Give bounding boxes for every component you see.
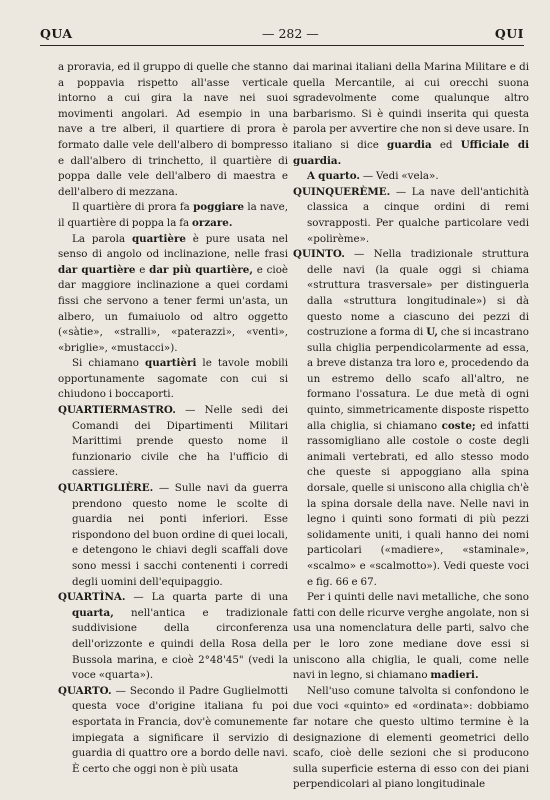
- entry-term: QUINQUERÈME.: [293, 185, 391, 198]
- entry-quinquereme: QUINQUERÈME. — La nave dell'antichità classica a cinque ordini di remi sovrapposti. Per qualche particolare vedi «polirème».: [293, 185, 529, 245]
- paragraph-quartiere-prora: Il quartière di prora fa poggiare la nave, il quartière di poppa la fa orzare.: [58, 201, 288, 229]
- paragraph-quartiere-continued: a proravia, ed il gruppo di quelle che stanno a poppavia rispetto all'asse verticale intorno a cui gira la nave nei suoi movimenti angolari. Ad esempio in una nave a tre alberi, il quartiere di prora è formato dalle vele dell'albero di bompresso e dall'albero di trinchetto, il quartière di poppa dalle vele dell'albero di maestra e dell'albero di mezzana.: [58, 61, 288, 198]
- paragraph-quarto-continued: dai marinai italiani della Marina Militare e di quella Mercantile, ai cui orecchi suona sgradevolmente come qualunque altro barbarismo. Si è quindi inserita qui questa parola per avvertire che non si deve usare. In italiano si dice guardia ed Ufficiale di guardia.: [293, 61, 529, 167]
- paragraph-quartiere-inclinazione: La parola quartière è pure usata nel senso di angolo od inclinazione, nelle frasi dar quartière e dar più quartière, e cioè dar maggiore inclinazione a quei cordami fissi che servono a tener fermi un'asta, un albero, un fumaiuolo od altro oggetto («sàtie», «stralli», «paterazzi», «venti», «briglie», «mustacci»).: [58, 232, 289, 354]
- page-number: — 282 —: [262, 26, 319, 41]
- entry-term: QUARTIERMASTRO.: [58, 404, 176, 417]
- entry-quartina: QUARTÌNA. — La quarta parte di una quarta, nell'antica e tradizionale suddivisione della circonferenza dell'orizzonte e quindi della Rosa della Bussola marina, e cioè 2°48'45" (vedi la voce «quarta»).: [58, 591, 288, 682]
- page-header: [40, 26, 524, 42]
- entry-term: QUARTIGLIÈRE.: [58, 482, 154, 495]
- entry-term: QUARTO.: [58, 684, 112, 697]
- entry-quarto: QUARTO. — Secondo il Padre Guglielmotti questa voce d'origine italiana fu poi esportata in Francia, dov'è comunemente impiegata a significare il servizio di guardia di quattro ore a bordo delle navi. È certo che oggi non è più usata: [58, 684, 288, 775]
- entry-quinto: QUINTO. — Nella tradizionale struttura delle navi (la quale oggi si chiama «struttura trasversale» per distinguerla dalla «struttura longitudinale») si dà questo nome a ciascuno dei pezzi di costruzione a forma di U, che si incastrano sulla chiglia perpendicolarmente ad essa, a breve distanza tra loro e, procedendo da un estremo dello scafo all'altro, ne formano l'ossatura. Le due metà di ogni quinto, simmetricamente disposte rispetto alla chiglia, si chiamano coste; ed infatti rassomigliano alle costole o coste degli animali vertebrati, ed allo stesso modo che queste si appoggiano alla spina dorsale, quelle si uniscono alla chiglia ch'è la spina dorsale della nave. Nelle navi in legno i quinti sono formati di più pezzi solidamente uniti, i quali hanno dei nomi particolari («madiere», «staminale», «scalmo» e «scalmotto»). Vedi queste voci e fig. 66 e 67.: [293, 248, 530, 588]
- entry-term: QUINTO.: [293, 248, 345, 261]
- header-rule: [40, 45, 524, 46]
- paragraph-quinti-metallici: Per i quinti delle navi metalliche, che sono fatti con delle ricurve verghe angolate, non si usa una nomenclatura delle parti, salvo che per le loro zone mediane dove essi si uniscono alla chiglia, le quali, come nelle navi in legno, si chiamano madieri.: [293, 591, 529, 682]
- header-guide-word-right: QUI: [494, 26, 524, 41]
- paragraph-a-quarto: A quarto. — Vedi «vela».: [307, 170, 439, 183]
- left-column: [58, 60, 288, 777]
- right-column: [293, 60, 529, 793]
- paragraph-quinto-ordinata: Nell'uso comune talvolta si confondono le due voci «quinto» ed «ordinata»: dobbiamo far notare che questo ultimo termine è la designazione di elementi geometrici dello scafo, cioè delle sezioni che si producono sulla superficie esterna di esso con dei piani perpendicolari al piano longitudinale: [293, 684, 529, 791]
- paragraph-quartieri-boccaporti: Si chiamano quartièri le tavole mobili opportunamente sagomate con cui si chiudono i boccaporti.: [58, 357, 288, 401]
- entry-quartiermastro: QUARTIERMASTRO. — Nelle sedi dei Comandi dei Dipartimenti Militari Marittimi prende questo nome il funzionario civile che ha l'ufficio di cassiere.: [58, 404, 288, 479]
- entry-quartigliere: QUARTIGLIÈRE. — Sulle navi da guerra prendono questo nome le scolte di guardia nei ponti inferiori. Esse rispondono del buon ordine di quei locali, e detengono le chiavi degli scaffali dove sono messi i sacchi contenenti i corredi degli uomini dell'equipaggio.: [58, 482, 288, 588]
- header-guide-word-left: QUA: [40, 26, 73, 41]
- entry-term: QUARTÌNA.: [58, 591, 126, 604]
